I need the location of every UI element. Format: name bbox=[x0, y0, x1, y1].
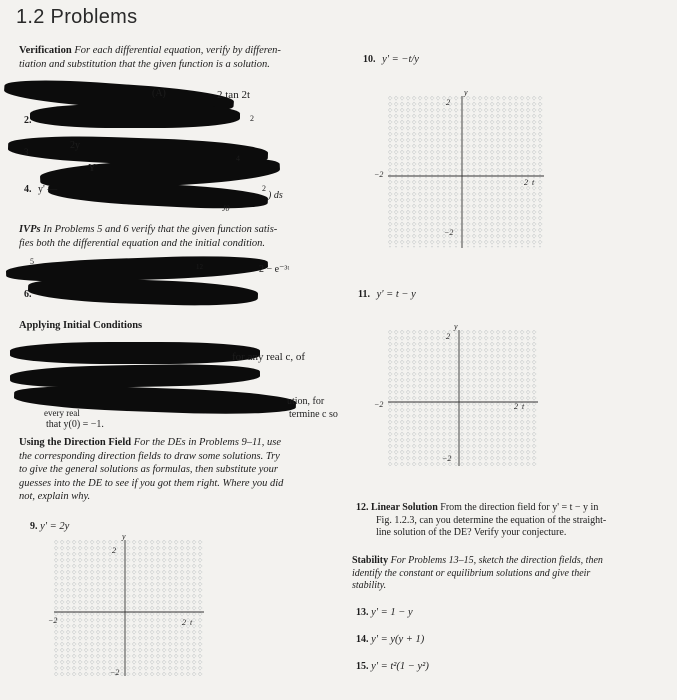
problem-15-number: 15. bbox=[356, 661, 369, 672]
problem-11 bbox=[358, 288, 416, 302]
problem-14-equation: y' = y(y + 1) bbox=[371, 634, 425, 645]
problem-12-number: 12. bbox=[356, 502, 369, 513]
verification-heading: Verification bbox=[19, 45, 72, 56]
df-line4: guesses into the DE to see if you got them right. Where you did bbox=[19, 477, 284, 489]
graph-10-ytop: 2 bbox=[446, 98, 450, 107]
redaction-8 bbox=[10, 342, 260, 364]
initial-conditions-heading: Applying Initial Conditions bbox=[19, 320, 143, 331]
graph-10-yvar: y bbox=[464, 88, 468, 97]
graph-10-ybottom: −2 bbox=[444, 228, 454, 237]
frag-2b: 2 bbox=[250, 114, 254, 123]
graph-9-xleft: −2 bbox=[48, 616, 58, 625]
problem-13-number: 13. bbox=[356, 607, 369, 618]
problem-13-equation: y' = 1 − y bbox=[371, 607, 413, 618]
graph-9-yvar: y bbox=[122, 532, 126, 541]
problem-9-number: 9. bbox=[30, 521, 38, 532]
frag-4c: ) ds bbox=[268, 190, 283, 201]
problem-10-number: 10. bbox=[363, 54, 376, 65]
graph-9-ybottom: −2 bbox=[110, 668, 120, 677]
problem-12 bbox=[356, 502, 674, 540]
ivps-heading: IVPs bbox=[19, 224, 41, 235]
graph-11-xleft: −2 bbox=[374, 400, 384, 409]
problem-10 bbox=[363, 53, 419, 67]
page-title: 1.2 Problems bbox=[16, 6, 138, 28]
graph-11-xvar: t bbox=[522, 402, 525, 411]
ic-frag-a: for any real c, of bbox=[232, 351, 305, 363]
stability-text bbox=[352, 555, 672, 593]
stability-line2: identify the constant or equilibrium solutions and give their bbox=[352, 567, 591, 579]
stability-line1: For Problems 13–15, sketch the direction fields, then bbox=[390, 555, 603, 566]
ic-frag-e: that y(0) = −1. bbox=[46, 419, 104, 430]
problem-9 bbox=[30, 520, 69, 534]
frag-4d: J0 bbox=[222, 204, 230, 213]
problem-12-line3: line solution of the DE? Verify your conjecture. bbox=[376, 527, 567, 538]
graph-9-ytop: 2 bbox=[112, 546, 116, 555]
ivps-text bbox=[19, 223, 349, 250]
verification-line2: tiation and substitution that the given function is a solution. bbox=[19, 58, 270, 70]
frag-2: 2 tan 2t bbox=[217, 89, 250, 101]
problem-14 bbox=[356, 633, 424, 647]
ic-frag-c: every real bbox=[44, 408, 80, 418]
graph-10 bbox=[374, 88, 544, 248]
frag-5b: 12 bbox=[196, 263, 203, 271]
redaction-7 bbox=[28, 276, 259, 308]
graph-10-xright: 2 bbox=[524, 178, 528, 187]
direction-field-text bbox=[19, 436, 351, 504]
direction-field-heading: Using the Direction Field bbox=[19, 437, 132, 448]
graph-9-xvar: t bbox=[190, 618, 193, 627]
redaction-5 bbox=[48, 178, 269, 211]
problem-10-equation: y' = −t/y bbox=[382, 54, 419, 65]
problem-14-number: 14. bbox=[356, 634, 369, 645]
frag-3a: 3 bbox=[24, 147, 29, 157]
frag-4a: y' — bbox=[38, 184, 58, 195]
direction-field-grid-9 bbox=[54, 540, 204, 676]
problem-6-number: 6. bbox=[24, 289, 32, 300]
ivps-line1: In Problems 5 and 6 verify that the given function satis- bbox=[43, 224, 278, 235]
df-line2: the corresponding direction fields to draw some solutions. Try bbox=[19, 450, 280, 462]
redaction-2 bbox=[30, 104, 240, 128]
graph-11-yvar: y bbox=[454, 322, 458, 331]
problem-11-number: 11. bbox=[358, 289, 370, 300]
graph-11-ytop: 2 bbox=[446, 332, 450, 341]
frag-4b: 2 bbox=[262, 184, 266, 193]
problem-15 bbox=[356, 660, 429, 674]
problem-11-equation: y' = t − y bbox=[376, 289, 416, 300]
frag-5c: 2 − e⁻³ᵗ bbox=[259, 264, 290, 275]
direction-field-grid-10 bbox=[388, 96, 544, 248]
graph-10-xleft: −2 bbox=[374, 170, 384, 179]
frag-1: (A) bbox=[152, 88, 166, 99]
problem-12-line1: From the direction field for y' = t − y in bbox=[440, 502, 599, 513]
graph-11-xright: 2 bbox=[514, 402, 518, 411]
problem-15-equation: y' = t²(1 − y²) bbox=[371, 661, 429, 672]
direction-field-grid-11 bbox=[388, 330, 538, 466]
problem-12-line2: Fig. 1.2.3, can you determine the equation of the straight- bbox=[376, 514, 607, 526]
frag-3c: Y bbox=[88, 162, 96, 174]
graph-11-ybottom: −2 bbox=[442, 454, 452, 463]
graph-9-xright: 2 bbox=[182, 618, 186, 627]
graph-11 bbox=[374, 322, 538, 466]
redaction-9 bbox=[10, 363, 260, 389]
df-line5: not, explain why. bbox=[19, 491, 91, 502]
problem-13 bbox=[356, 606, 413, 620]
problem-4-number: 4. bbox=[24, 184, 32, 195]
problem-12-heading: Linear Solution bbox=[371, 502, 438, 513]
problem-9-equation: y' = 2y bbox=[40, 521, 70, 532]
ic-frag-b: ution, for bbox=[287, 396, 325, 407]
df-line1: For the DEs in Problems 9–11, use bbox=[133, 437, 281, 448]
ic-frag-d: termine c so bbox=[289, 409, 338, 420]
frag-3b: 2y bbox=[70, 140, 80, 151]
verification-line1: For each differential equation, verify by differen- bbox=[74, 45, 281, 56]
frag-5a: 5 bbox=[30, 257, 34, 266]
stability-heading: Stability bbox=[352, 555, 389, 566]
graph-9 bbox=[48, 532, 204, 677]
df-line3: to give the general solutions as formulas, then substitute your bbox=[19, 464, 278, 475]
problem-2-number: 2. bbox=[24, 115, 32, 126]
ivps-line2: fies both the differential equation and the initial condition. bbox=[19, 237, 266, 249]
verification-text bbox=[19, 44, 349, 71]
graph-10-xvar: t bbox=[532, 178, 535, 187]
frag-3d: 4 bbox=[236, 154, 240, 163]
stability-line3: stability. bbox=[352, 580, 387, 591]
